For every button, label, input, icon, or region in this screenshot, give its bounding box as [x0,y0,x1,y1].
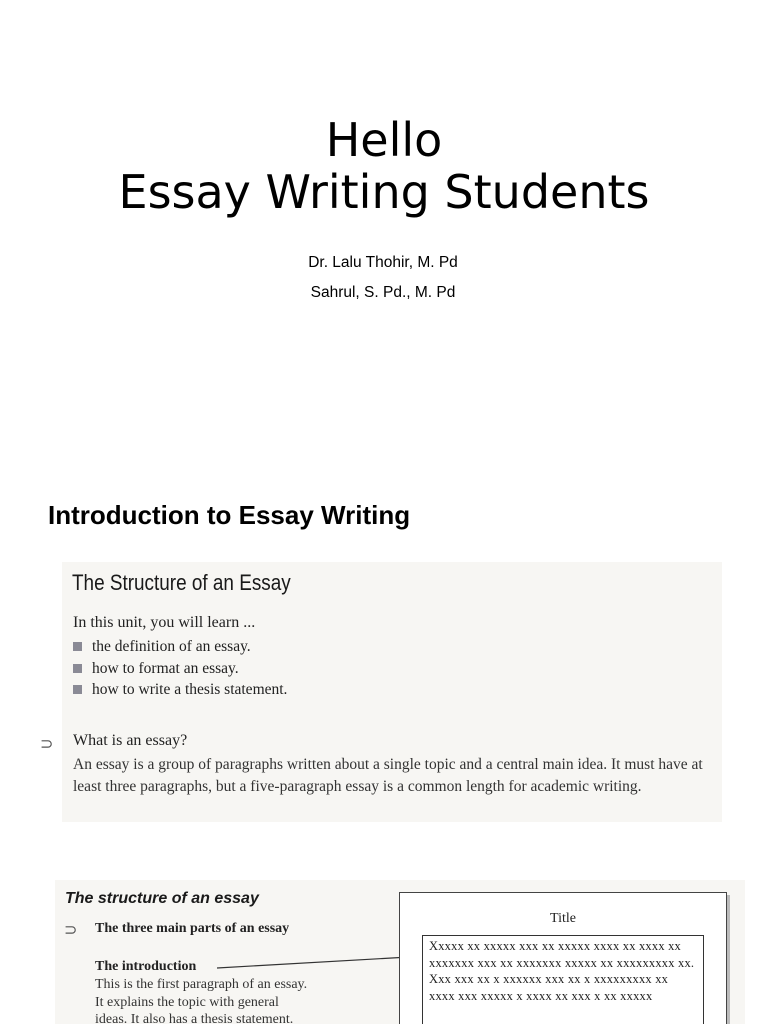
bullet-item [73,658,287,680]
slide-title-line-2: Essay Writing Students [118,165,650,219]
book-excerpt-bottom [55,880,745,1024]
author-2: Sahrul, S. Pd., M. Pd [310,284,456,301]
bullet-text: how to write a thesis statement. [92,681,288,698]
pointer-arrow [217,954,417,974]
question-heading: What is an essay? [73,732,188,749]
intro-line: It explains the topic with general [95,994,279,1010]
section-title: Introduction to Essay Writing [48,500,411,530]
introduction-text [95,976,395,1024]
bullet-item [73,679,287,701]
curved-arrow-icon: ⊃ [64,922,78,939]
intro-line: This is the first paragraph of an essay. [95,977,308,992]
essay-definition: An essay is a group of paragraphs written about a single topic and a central main idea. It must have at least three paragraphs, but a five-paragraph essay is a common length for academic writing. [73,756,703,795]
learning-bullets [73,636,287,701]
square-bullet-icon [73,642,82,651]
bullet-text: how to format an essay. [92,659,239,677]
intro-line: ideas. It also has a thesis statement. [95,1012,294,1024]
diagram-paragraph: Xxxxx xx xxxxx xxx xx xxxxx xxxx xx xxxx xx xxxxxxx xxx xx xxxxxxx xxxxx xx xxxxxxxxx xx. Xxx xxx xx x xxxxxx xxx xx x xxxxxxxxx xx xxxx xxx xxxxx x xxxx xx xxx x xx xxxxx [422,935,704,1024]
learn-intro: In this unit, you will learn ... [73,614,256,631]
introduction-label: The introduction [95,959,197,974]
essay-diagram [399,892,727,1024]
structure-heading: The structure of an essay [65,890,259,907]
parts-heading: The three main parts of an essay [95,921,290,936]
square-bullet-icon [73,685,82,694]
bullet-item [73,636,287,658]
square-bullet-icon [73,664,82,673]
book-excerpt-top [40,562,722,822]
bullet-text: the definition of an essay. [92,638,251,655]
author-1: Dr. Lalu Thohir, M. Pd [308,254,458,271]
curved-arrow-icon: ⊃ [40,736,54,753]
slide-title-line-1: Hello [325,113,443,167]
diagram-title: Title [550,911,576,926]
title-slide [0,0,768,440]
book-heading: The Structure of an Essay [72,570,291,595]
